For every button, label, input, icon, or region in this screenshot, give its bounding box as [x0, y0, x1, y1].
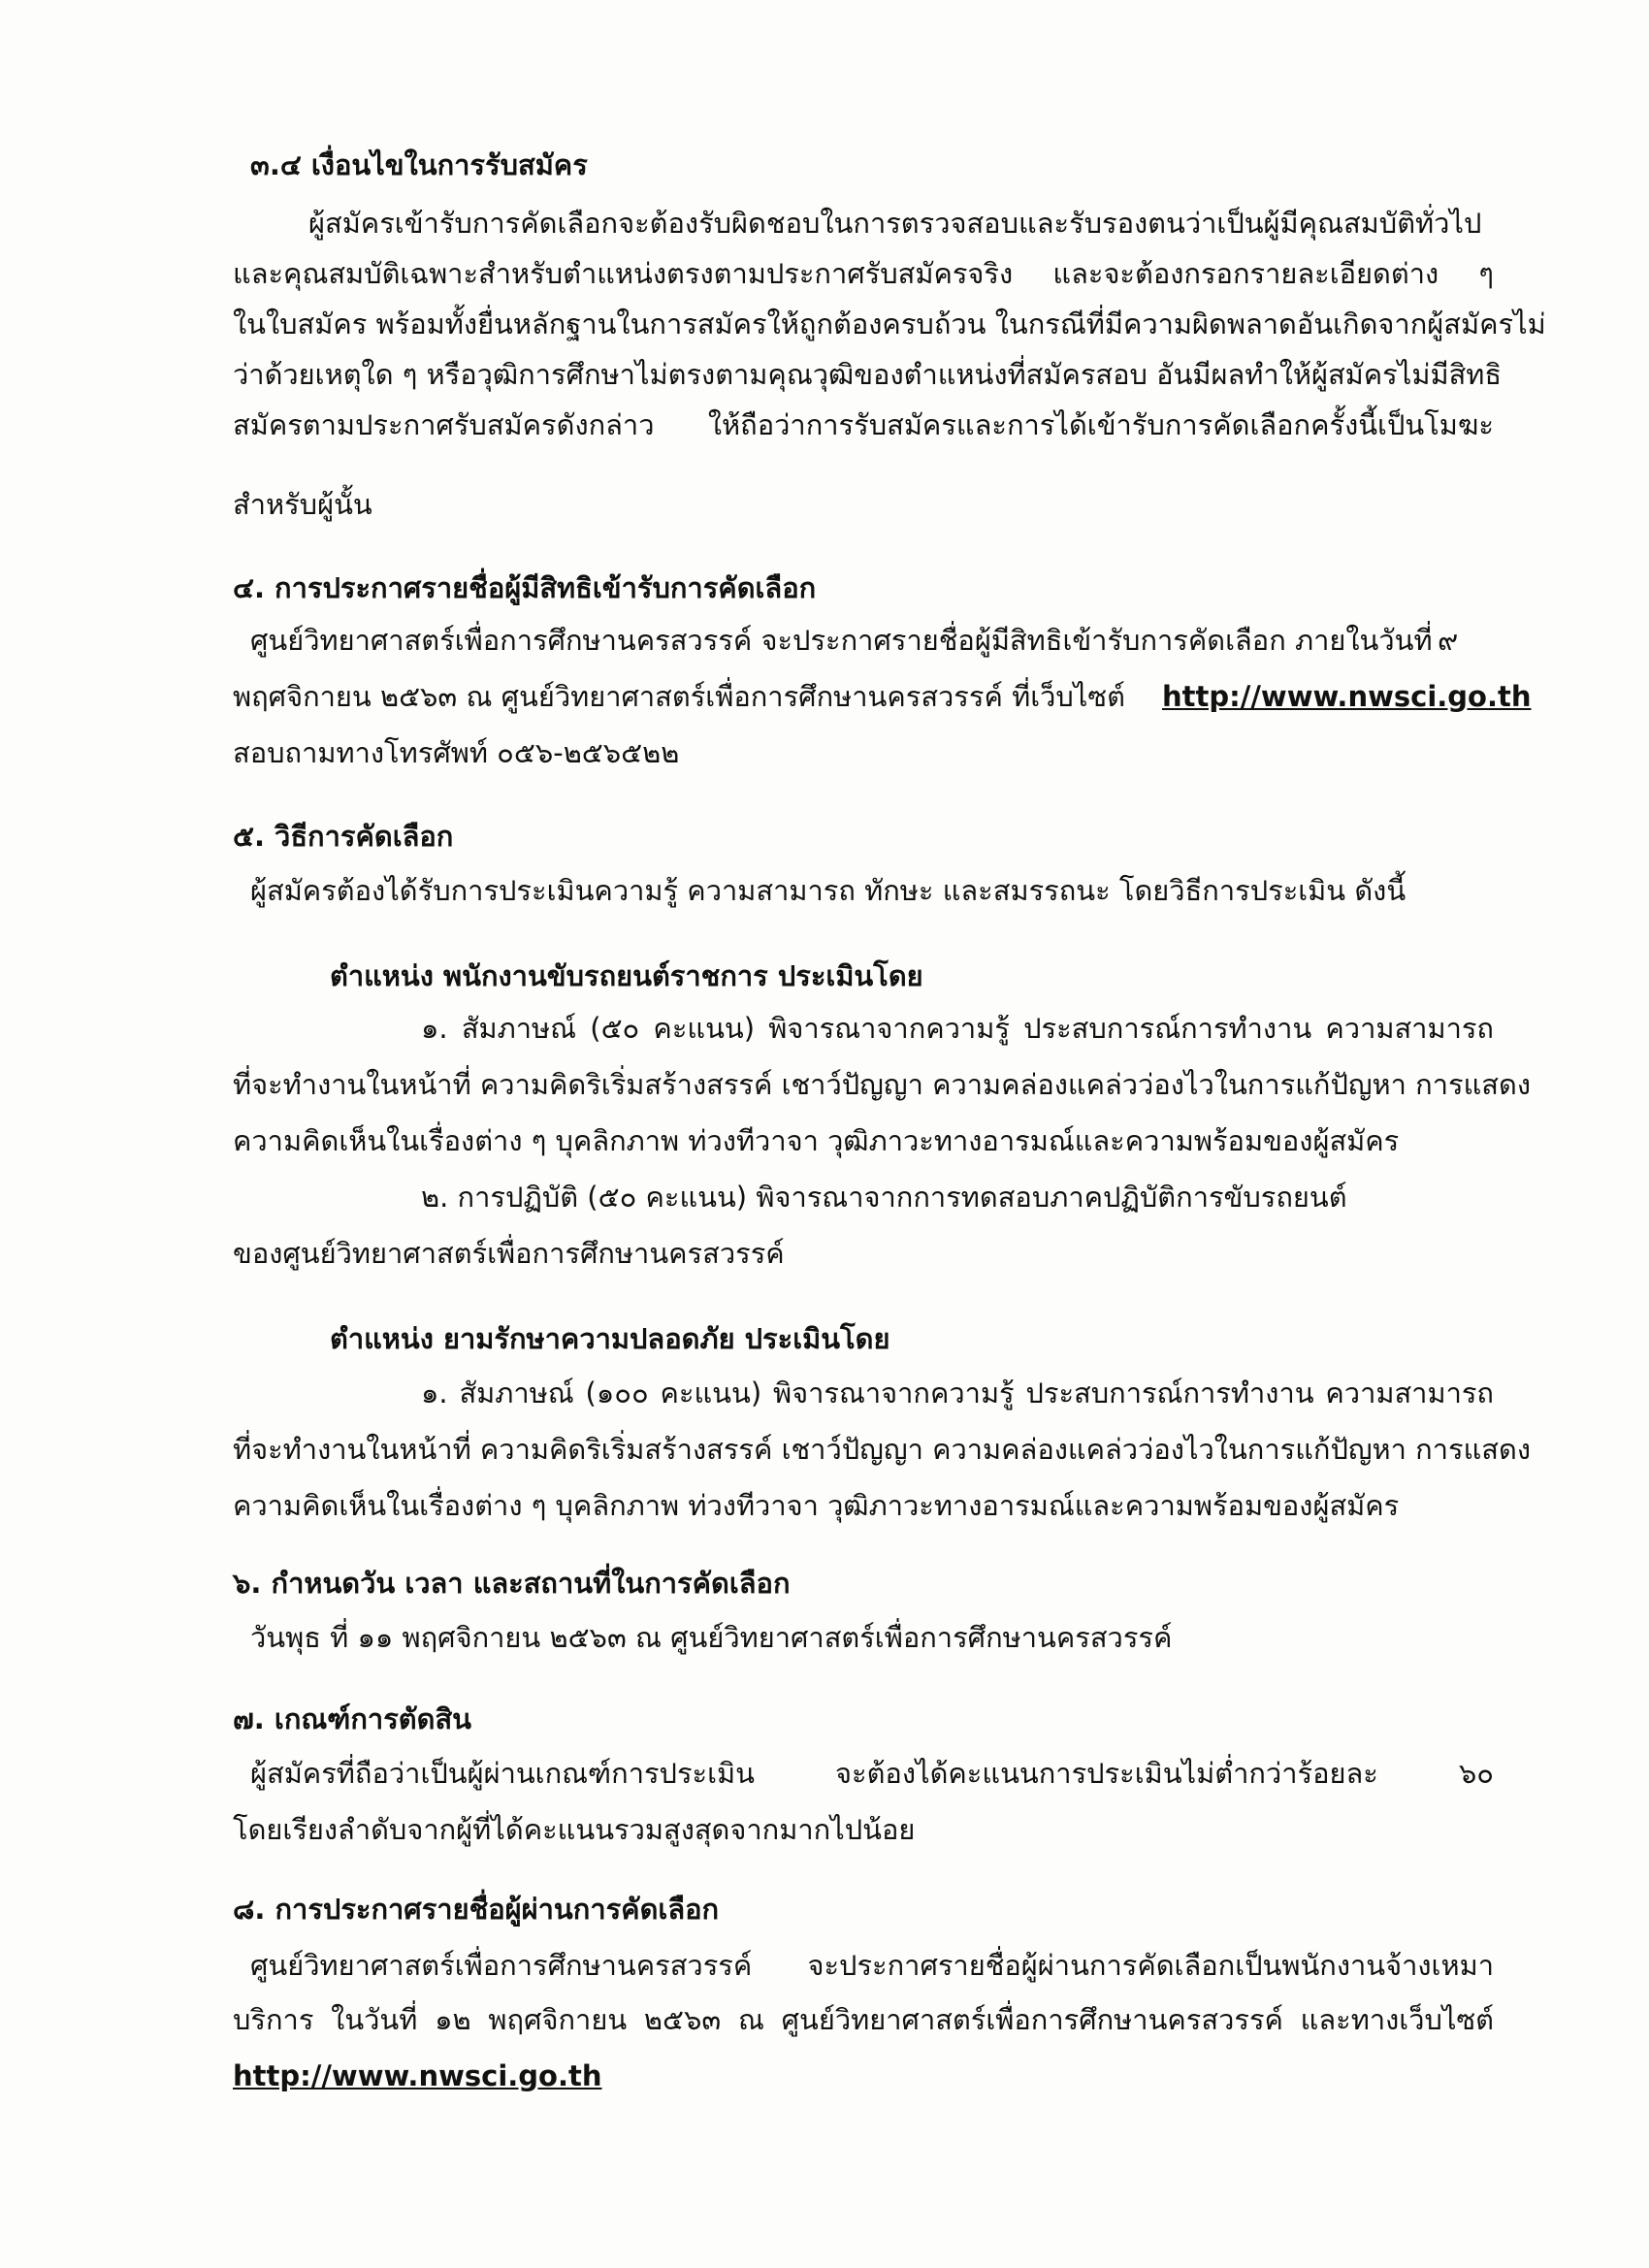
position-2-title: ตำแหน่ง ยามรักษาความปลอดภัย ประเมินโดย — [330, 1322, 890, 1355]
section-7-heading: ๗. เกณฑ์การตัดสิน — [233, 1702, 471, 1735]
paragraph-line: ของศูนย์วิทยาศาสตร์เพื่อการศึกษานครสวรรค์ — [233, 1237, 785, 1270]
paragraph-line: ความคิดเห็นในเรื่องต่าง ๆ บุคลิกภาพ ท่วงทีวาจา วุฒิภาวะทางอารมณ์และความพร้อมของผู้สมัคร — [233, 1124, 1400, 1157]
website-link[interactable]: http://www.nwsci.go.th — [1162, 680, 1532, 713]
paragraph-line: วันพุธ ที่ ๑๑ พฤศจิกายน ๒๕๖๓ ณ ศูนย์วิทยาศาสตร์เพื่อการศึกษานครสวรรค์ — [250, 1621, 1173, 1654]
paragraph-line: ศูนย์วิทยาศาสตร์เพื่อการศึกษานครสวรรค์ จะประกาศรายชื่อผู้มีสิทธิเข้ารับการคัดเลือก ภายในวันที่ — [250, 624, 1433, 657]
paragraph-line: ผู้สมัครที่ถือว่าเป็นผู้ผ่านเกณฑ์การประเมิน จะต้องได้คะแนนการประเมินไม่ต่ำกว่าร้อยละ ๖๐ — [250, 1757, 1494, 1790]
paragraph-line: ในใบสมัคร พร้อมทั้งยื่นหลักฐานในการสมัครให้ถูกต้องครบถ้วน ในกรณีที่มีความผิดพลาดอันเกิดจากผู้สมัครไม่ — [233, 308, 1546, 340]
day-number: ๙ — [1438, 624, 1459, 657]
paragraph-line: บริการ ในวันที่ ๑๒ พฤศจิกายน ๒๕๖๓ ณ ศูนย์วิทยาศาสตร์เพื่อการศึกษานครสวรรค์ และทางเว็บไซต์ — [233, 2003, 1494, 2036]
paragraph-line: สมัครตามประกาศรับสมัครดังกล่าว ให้ถือว่าการรับสมัครและการได้เข้ารับการคัดเลือกครั้งนี้เป็นโมฆะ — [233, 408, 1494, 441]
paragraph-line: ศูนย์วิทยาศาสตร์เพื่อการศึกษานครสวรรค์ จะประกาศรายชื่อผู้ผ่านการคัดเลือกเป็นพนักงานจ้างเหมา — [250, 1949, 1494, 1982]
position-1-title: ตำแหน่ง พนักงานขับรถยนต์ราชการ ประเมินโดย — [330, 959, 923, 992]
paragraph-line: โดยเรียงลำดับจากผู้ที่ได้คะแนนรวมสูงสุดจากมากไปน้อย — [233, 1813, 916, 1846]
paragraph-line: สอบถามทางโทรศัพท์ ๐๕๖-๒๕๖๕๒๒ — [233, 736, 680, 769]
paragraph-line: ที่จะทำงานในหน้าที่ ความคิดริเริ่มสร้างสรรค์ เชาว์ปัญญา ความคล่องแคล่วว่องไวในการแก้ปัญหา การแสดง — [233, 1433, 1531, 1466]
paragraph-line: ผู้สมัครเข้ารับการคัดเลือกจะต้องรับผิดชอบในการตรวจสอบและรับรองตนว่าเป็นผู้มีคุณสมบัติทั่วไป — [308, 207, 1482, 240]
paragraph-line: สำหรับผู้นั้น — [233, 488, 372, 521]
section-6-heading: ๖. กำหนดวัน เวลา และสถานที่ในการคัดเลือก — [233, 1567, 791, 1600]
paragraph-line: ที่จะทำงานในหน้าที่ ความคิดริเริ่มสร้างสรรค์ เชาว์ปัญญา ความคล่องแคล่วว่องไวในการแก้ปัญหา การแสดง — [233, 1068, 1531, 1101]
section-4-heading: ๔. การประกาศรายชื่อผู้มีสิทธิเข้ารับการคัดเลือก — [233, 571, 817, 604]
paragraph-line: ว่าด้วยเหตุใด ๆ หรือวุฒิการศึกษาไม่ตรงตามคุณวุฒิของตำแหน่งที่สมัครสอบ อันมีผลทำให้ผู้สมัครไม่มีสิทธิ — [233, 358, 1503, 391]
paragraph-line: ๑. สัมภาษณ์ (๑๐๐ คะแนน) พิจารณาจากความรู้ ประสบการณ์การทำงาน ความสามารถ — [421, 1377, 1494, 1409]
paragraph-line: ความคิดเห็นในเรื่องต่าง ๆ บุคลิกภาพ ท่วงทีวาจา วุฒิภาวะทางอารมณ์และความพร้อมของผู้สมัคร — [233, 1489, 1400, 1522]
paragraph-line: และคุณสมบัติเฉพาะสำหรับตำแหน่งตรงตามประกาศรับสมัครจริง และจะต้องกรอกรายละเอียดต่าง ๆ — [233, 257, 1494, 290]
section-3-4-heading: ๓.๔ เงื่อนไขในการรับสมัคร — [250, 148, 588, 181]
paragraph-line: พฤศจิกายน ๒๕๖๓ ณ ศูนย์วิทยาศาสตร์เพื่อการศึกษานครสวรรค์ ที่เว็บไซต์ — [233, 680, 1125, 713]
section-5-heading: ๕. วิธีการคัดเลือก — [233, 820, 454, 853]
section-8-heading: ๘. การประกาศรายชื่อผู้ผ่านการคัดเลือก — [233, 1893, 720, 1926]
paragraph-line: ผู้สมัครต้องได้รับการประเมินความรู้ ความสามารถ ทักษะ และสมรรถนะ โดยวิธีการประเมิน ดังนี้ — [250, 874, 1406, 907]
website-link[interactable]: http://www.nwsci.go.th — [233, 2059, 602, 2092]
paragraph-line: ๑. สัมภาษณ์ (๕๐ คะแนน) พิจารณาจากความรู้ ประสบการณ์การทำงาน ความสามารถ — [421, 1012, 1494, 1045]
paragraph-line: ๒. การปฏิบัติ (๕๐ คะแนน) พิจารณาจากการทดสอบภาคปฏิบัติการขับรถยนต์ — [421, 1181, 1347, 1214]
